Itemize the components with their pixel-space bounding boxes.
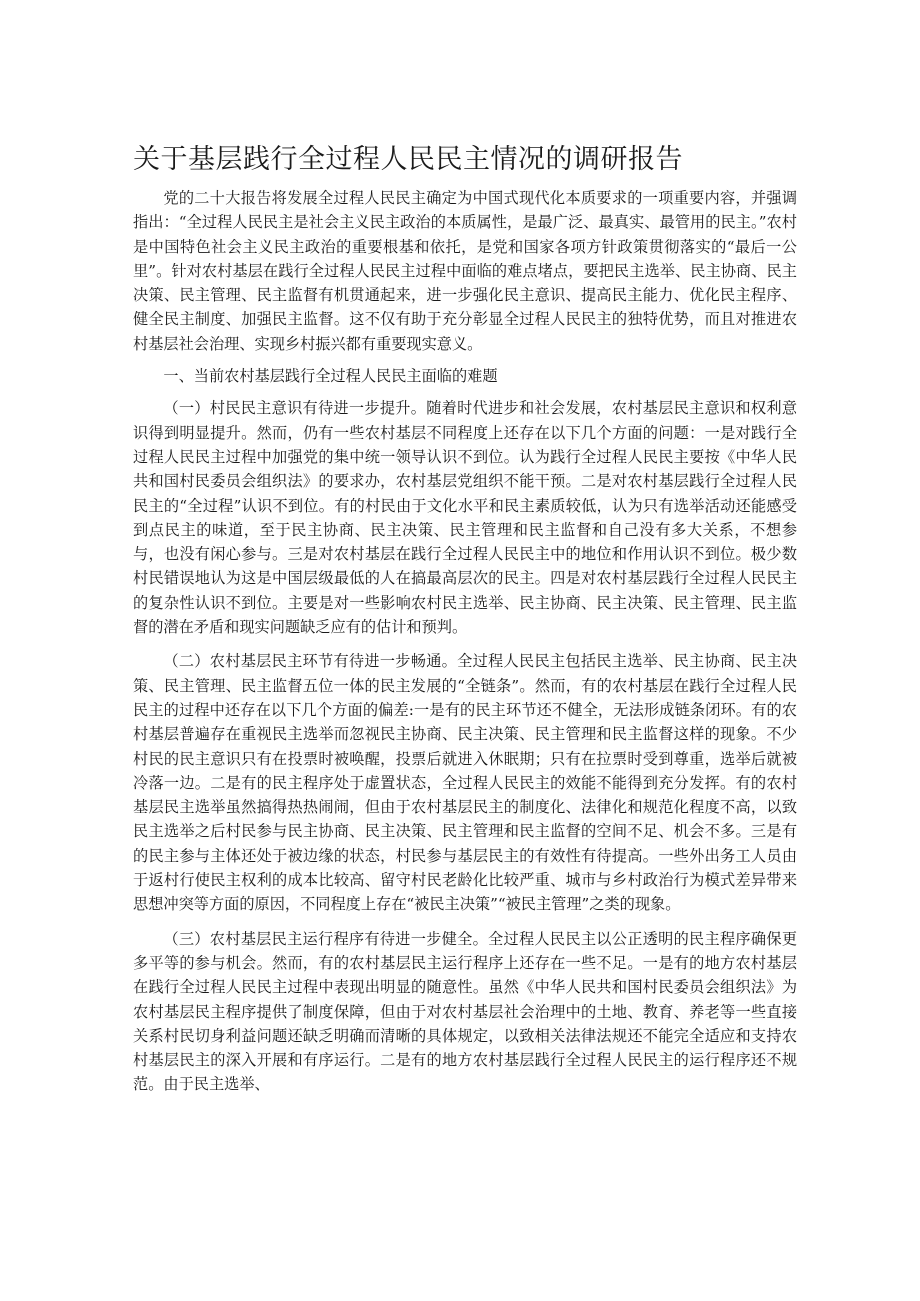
intro-paragraph: 党的二十大报告将发展全过程人民民主确定为中国式现代化本质要求的一项重要内容，并强调指出：“全过程人民民主是社会主义民主政治的本质属性，是最广泛、最真实、最管用的民主。”农村是中国特色社会主义民主政治的重要根基和依托，是党和国家各项方针政策贯彻落实的“最后一公里”。针对农村基层在践行全过程人民民主过程中面临的难点堵点，要把民主选举、民主协商、民主决策、民主管理、民主监督有机贯通起来，进一步强化民主意识、提高民主能力、优化民主程序、健全民主制度、加强民主监督。这不仅有助于充分彰显全过程人民民主的独特优势，而且对推进农村基层社会治理、实现乡村振兴都有重要现实意义。: [133, 189, 797, 353]
paragraph-2: （二）农村基层民主环节有待进一步畅通。全过程人民民主包括民主选举、民主协商、民主决策、民主管理、民主监督五位一体的民主发展的“全链条”。然而，有的农村基层在践行全过程人民民主的过程中还存在以下几个方面的偏差:一是有的民主环节还不健全，无法形成链条闭环。有的农村基层普遍存在重视民主选举而忽视民主协商、民主决策、民主管理和民主监督这样的现象。不少村民的民主意识只有在投票时被唤醒，投票后就进入休眠期；只有在拉票时受到尊重，选举后就被冷落一边。二是有的民主程序处于虚置状态，全过程人民民主的效能不能得到充分发挥。有的农村基层民主选举虽然搞得热热闹闹，但由于农村基层民主的制度化、法律化和规范化程度不高，以致民主选举之后村民参与民主协商、民主决策、民主管理和民主监督的空间不足、机会不多。三是有的民主参与主体还处于被边缘的状态，村民参与基层民主的有效性有待提高。一些外出务工人员由于返村行使民主权利的成本比较高、留守村民老龄化比较严重、城市与乡村政治行为模式差异带来思想冲突等方面的原因，不同程度上存在“被民主决策”“被民主管理”之类的现象。: [133, 652, 797, 914]
paragraph-3: （三）农村基层民主运行程序有待进一步健全。全过程人民民主以公正透明的民主程序确保更多平等的参与机会。然而，有的农村基层民主运行程序上还存在一些不足。一是有的地方农村基层在践行全过程人民民主过程中表现出明显的随意性。虽然《中华人民共和国村民委员会组织法》为农村基层民主程序提供了制度保障，但由于对农村基层社会治理中的土地、教育、养老等一些直接关系村民切身利益问题还缺乏明确而清晰的具体规定，以致相关法律法规还不能完全适应和支持农村基层民主的深入开展和有序运行。二是有的地方农村基层践行全过程人民民主的运行程序还不规范。由于民主选举、: [133, 929, 797, 1094]
paragraph-1: （一）村民民主意识有待进一步提升。随着时代进步和社会发展，农村基层民主意识和权利意识得到明显提升。然而，仍有一些农村基层不同程度上还存在以下几个方面的问题：一是对践行全过程人民民主过程中加强党的集中统一领导认识不到位。认为践行全过程人民民主要按《中华人民共和国村民委员会组织法》的要求办，农村基层党组织不能干预。二是对农村基层践行全过程人民民主的“全过程”认识不到位。有的村民由于文化水平和民主素质较低，认为只有选举活动还能感受到点民主的味道，至于民主协商、民主决策、民主管理和民主监督和自己没有多大关系，不想参与，也没有闲心参与。三是对农村基层在践行全过程人民民主中的地位和作用认识不到位。极少数村民错误地认为这是中国层级最低的人在搞最高层次的民主。四是对农村基层践行全过程人民民主的复杂性认识不到位。主要是对一些影响农村民主选举、民主协商、民主决策、民主管理、民主监督的潜在矛盾和现实问题缺乏应有的估计和预判。: [133, 399, 797, 637]
section-heading: 一、当前农村基层践行全过程人民民主面临的难题: [163, 367, 498, 386]
document-title: 关于基层践行全过程人民民主情况的调研报告: [133, 144, 683, 175]
document-page: [133, 140, 797, 1097]
